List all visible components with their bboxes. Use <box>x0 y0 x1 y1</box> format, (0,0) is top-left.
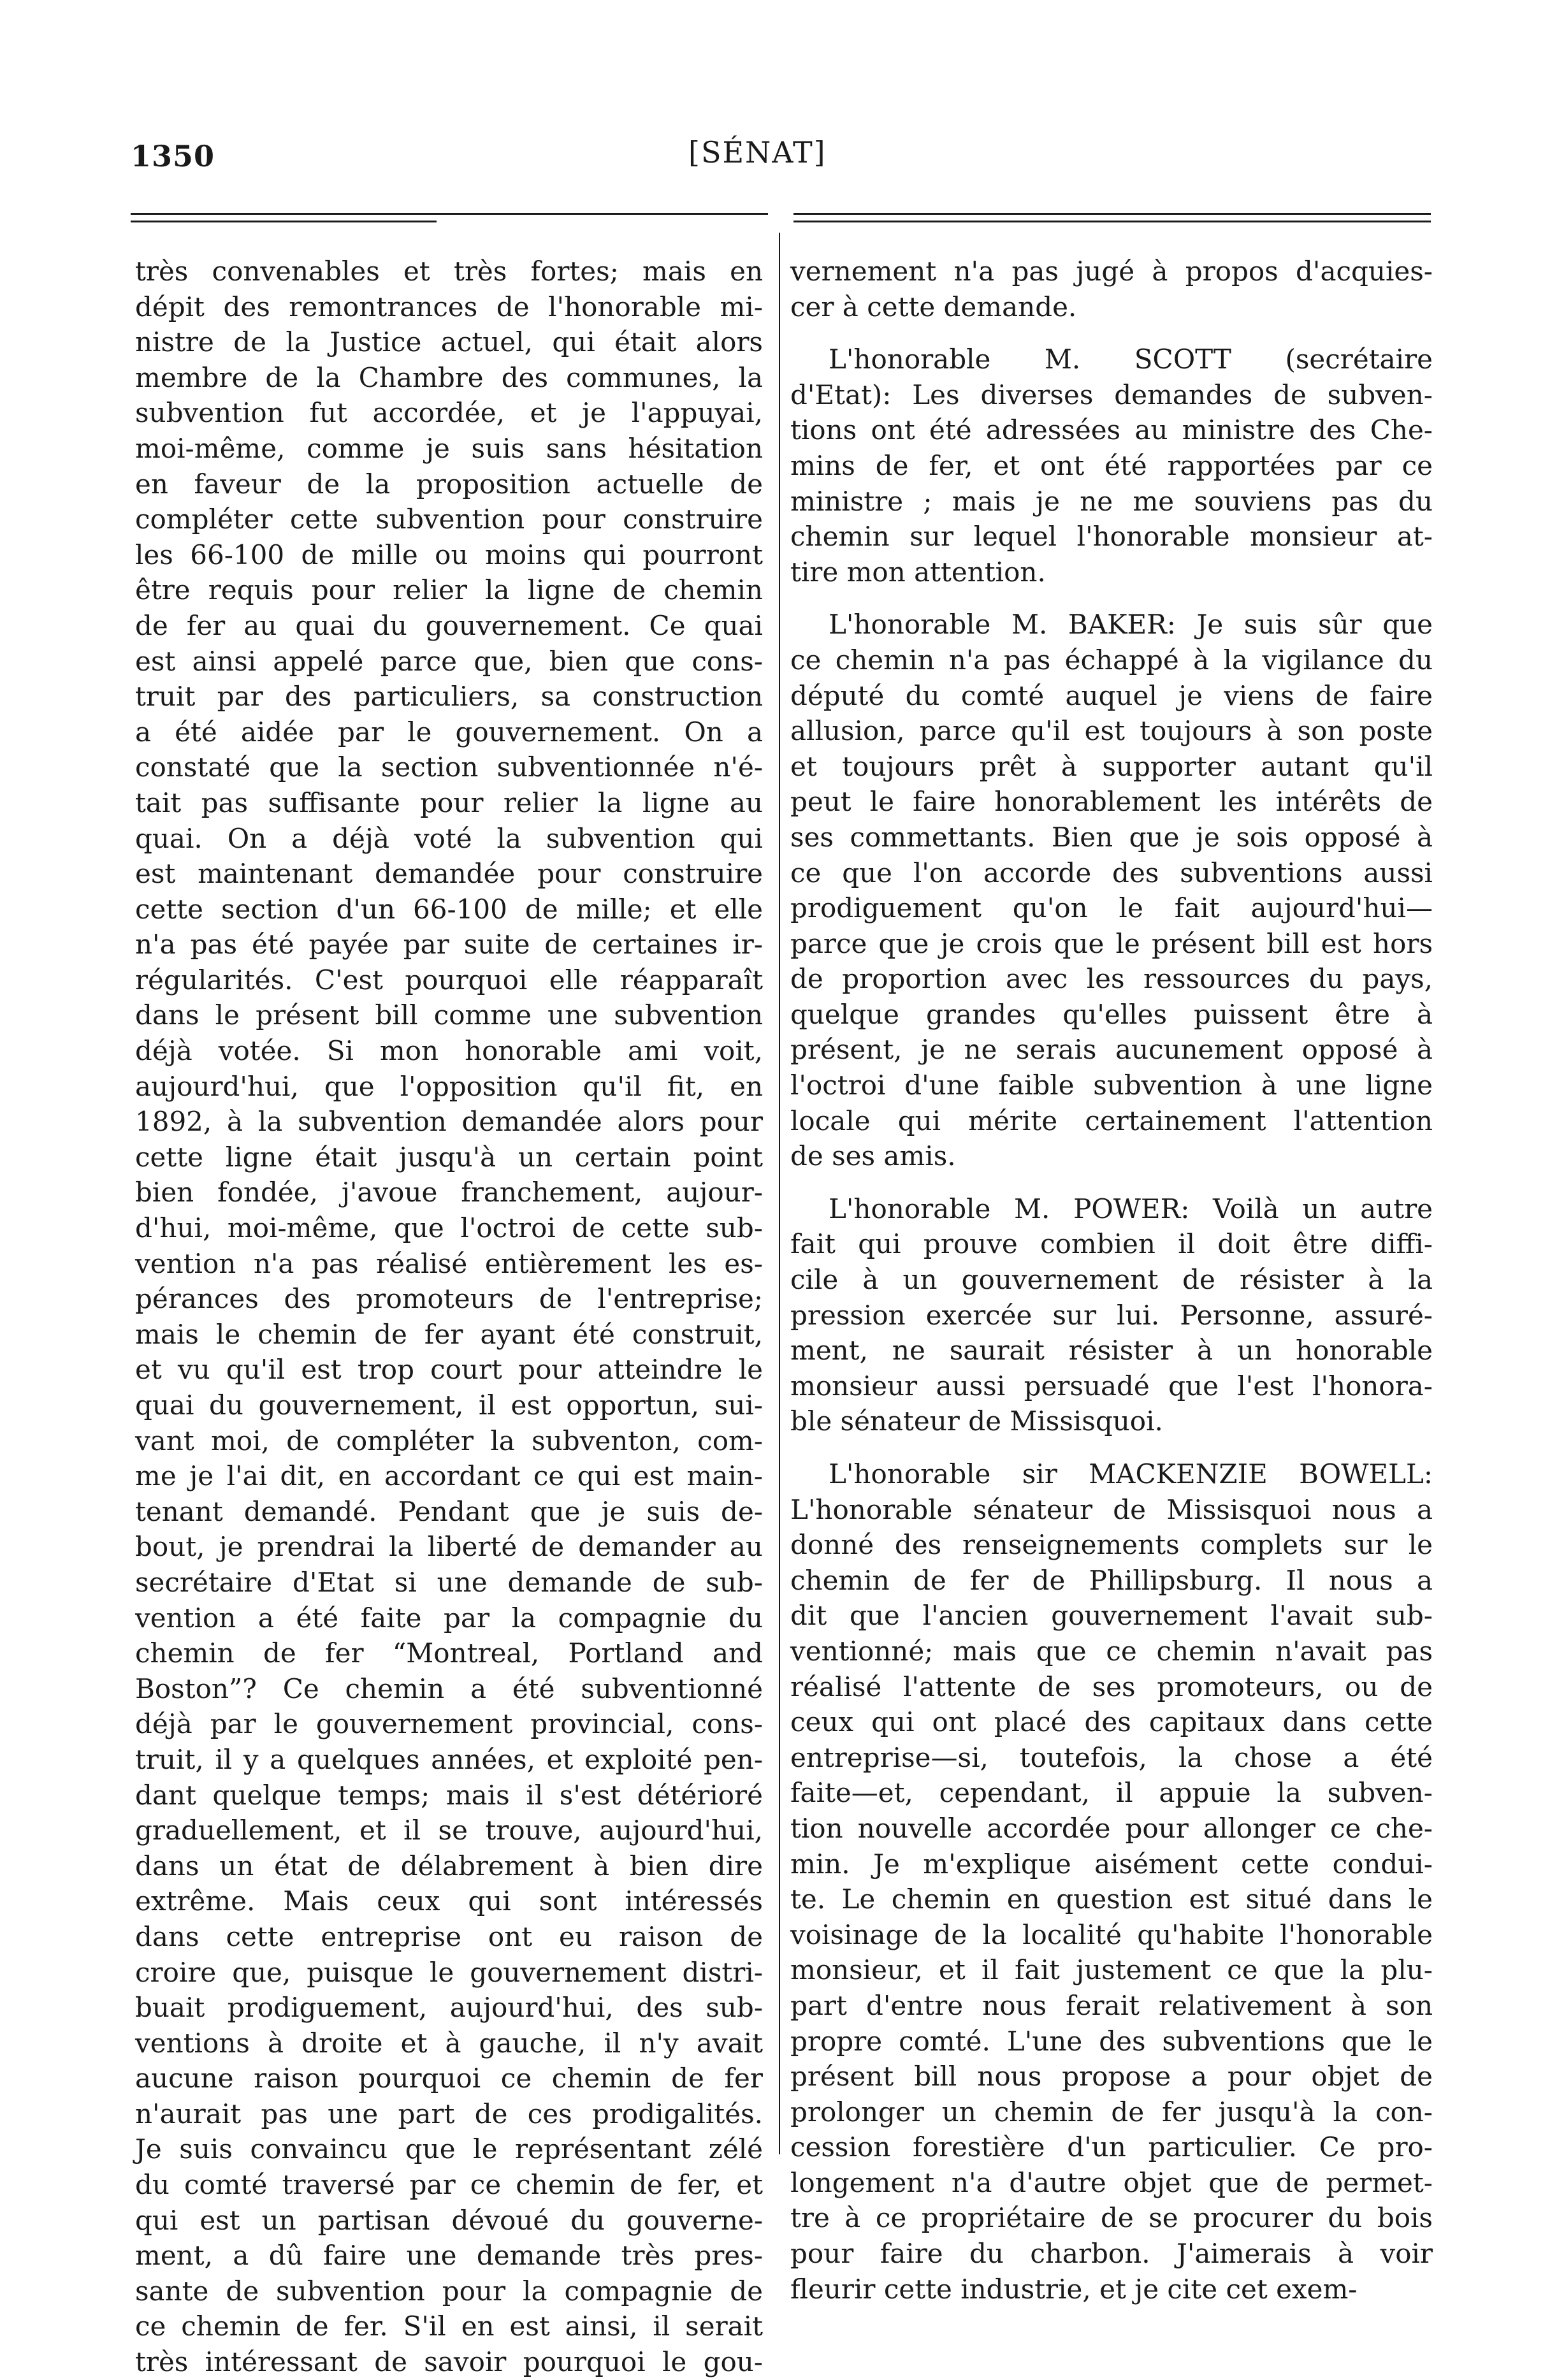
text-line: L'honorable sénateur de Missisquoi nous a <box>790 1493 1433 1525</box>
text-line: truit par des particuliers, sa construction <box>135 681 763 713</box>
text-line: entreprise—si, toutefois, la chose a été <box>790 1741 1433 1773</box>
text-line: ment, ne saurait résister à un honorable <box>790 1335 1433 1367</box>
text-line: est maintenant demandée pour construire <box>135 858 763 890</box>
text-line: mais le chemin de fer ayant été construit, <box>135 1318 763 1350</box>
text-line: L'honorable M. SCOTT (secrétaire <box>829 344 1433 375</box>
text-line: d'hui, moi-même, que l'octroi de cette sub- <box>135 1212 763 1244</box>
text-line: aujourd'hui, que l'opposition qu'il fit, en <box>135 1070 763 1102</box>
text-line: tenant demandé. Pendant que je suis de- <box>135 1495 763 1527</box>
text-line: donné des renseignements complets sur le <box>790 1529 1433 1561</box>
text-line: sante de subvention pour la compagnie de <box>135 2275 763 2307</box>
text-line: du comté traversé par ce chemin de fer, et <box>135 2169 763 2201</box>
text-line: truit, il y a quelques années, et exploité pen- <box>135 1743 763 1775</box>
text-line: dant quelque temps; mais il s'est détérioré <box>135 1779 763 1811</box>
text-line: de ses amis. <box>790 1140 956 1172</box>
text-line: tre à ce propriétaire de se procurer du bois <box>790 2202 1433 2234</box>
left-column <box>135 254 763 2380</box>
text-line: monsieur aussi persuadé que l'est l'honora- <box>790 1370 1433 1402</box>
text-line: vention a été faite par la compagnie du <box>135 1602 763 1634</box>
text-line: fleurir cette industrie, et je cite cet exem- <box>790 2273 1358 2305</box>
text-line: buait prodiguement, aujourd'hui, des sub- <box>135 1992 763 2024</box>
text-line: en faveur de la proposition actuelle de <box>135 468 763 500</box>
text-line: vant moi, de compléter la subventon, com- <box>135 1425 763 1456</box>
text-line: locale qui mérite certainement l'attention <box>790 1105 1433 1136</box>
text-line: compléter cette subvention pour construire <box>135 504 763 535</box>
text-line: tions ont été adressées au ministre des Che- <box>790 414 1433 446</box>
text-line: l'octroi d'une faible subvention à une ligne <box>790 1070 1433 1101</box>
text-line: propre comté. L'une des subventions que le <box>790 2025 1433 2057</box>
text-line: cer à cette demande. <box>790 291 1077 323</box>
text-line: L'honorable M. BAKER: Je suis sûr que <box>829 609 1433 641</box>
header-rule <box>131 213 768 215</box>
text-line: vention n'a pas réalisé entièrement les es- <box>135 1247 763 1279</box>
text-line: ble sénateur de Missisquoi. <box>790 1405 1163 1437</box>
text-line: dit que l'ancien gouvernement l'avait sub- <box>790 1600 1433 1632</box>
text-line: pour faire du charbon. J'aimerais à voir <box>790 2238 1433 2270</box>
text-line: aucune raison pourquoi ce chemin de fer <box>135 2063 763 2094</box>
text-line: Je suis convaincu que le représentant zélé <box>135 2133 763 2165</box>
text-line: pérances des promoteurs de l'entreprise; <box>135 1283 763 1315</box>
text-line: ses commettants. Bien que je sois opposé à <box>790 821 1433 853</box>
running-head: [SÉNAT] <box>688 135 827 170</box>
header-rule <box>793 221 1431 222</box>
paragraph-gap <box>790 590 1433 607</box>
text-line: L'honorable M. POWER: Voilà un autre <box>829 1193 1433 1224</box>
text-line: mins de fer, et ont été rapportées par ce <box>790 449 1433 481</box>
text-line: ceux qui ont placé des capitaux dans cette <box>790 1706 1433 1738</box>
paragraph-gap <box>790 324 1433 342</box>
paragraph-gap <box>790 1439 1433 1456</box>
text-line: part d'entre nous ferait relativement à son <box>790 1989 1433 2021</box>
text-line: ment, a dû faire une demande très pres- <box>135 2240 763 2272</box>
text-line: L'honorable sir MACKENZIE BOWELL: <box>829 1458 1433 1490</box>
text-line: quai. On a déjà voté la subvention qui <box>135 822 763 854</box>
text-line: cession forestière d'un particulier. Ce pro- <box>790 2131 1433 2163</box>
text-line: chemin de fer de Phillipsburg. Il nous a <box>790 1564 1433 1596</box>
text-line: vernement n'a pas jugé à propos d'acquies- <box>790 256 1433 287</box>
text-line: bien fondée, j'avoue franchement, aujour- <box>135 1177 763 1208</box>
text-line: tion nouvelle accordée pour allonger ce che- <box>790 1812 1433 1844</box>
text-line: bout, je prendrai la liberté de demander au <box>135 1531 763 1563</box>
text-line: ce chemin n'a pas échappé à la vigilance du <box>790 644 1433 676</box>
text-line: chemin sur lequel l'honorable monsieur at- <box>790 521 1433 553</box>
text-line: et vu qu'il est trop court pour atteindre le <box>135 1354 763 1386</box>
text-line: monsieur, et il fait justement ce que la plu- <box>790 1954 1433 1986</box>
text-line: voisinage de la localité qu'habite l'honorable <box>790 1919 1433 1950</box>
text-line: secrétaire d'Etat si une demande de sub- <box>135 1566 763 1598</box>
text-line: réalisé l'attente de ses promoteurs, ou de <box>790 1671 1433 1702</box>
text-line: min. Je m'explique aisément cette condui- <box>790 1848 1433 1880</box>
text-line: quelque grandes qu'elles puissent être à <box>790 998 1433 1030</box>
text-line: de proportion avec les ressources du pays, <box>790 963 1433 995</box>
text-line: de fer au quai du gouvernement. Ce quai <box>135 609 763 641</box>
text-line: cile à un gouvernement de résister à la <box>790 1264 1433 1296</box>
text-line: moi-même, comme je suis sans hésitation <box>135 432 763 464</box>
text-line: député du comté auquel je viens de faire <box>790 679 1433 711</box>
text-line: cette section d'un 66-100 de mille; et elle <box>135 893 763 925</box>
text-line: être requis pour relier la ligne de chemin <box>135 574 763 606</box>
text-line: membre de la Chambre des communes, la <box>135 361 763 393</box>
paragraph-gap <box>790 1174 1433 1191</box>
text-line: dans cette entreprise ont eu raison de <box>135 1920 763 1952</box>
text-line: Boston”? Ce chemin a été subventionné <box>135 1673 763 1704</box>
text-line: graduellement, et il se trouve, aujourd'hui, <box>135 1815 763 1847</box>
text-line: prodiguement qu'on le fait aujourd'hui— <box>790 892 1433 924</box>
column-divider <box>779 233 780 2154</box>
text-line: chemin de fer “Montreal, Portland and <box>135 1637 763 1669</box>
text-line: a été aidée par le gouvernement. On a <box>135 716 763 748</box>
text-line: qui est un partisan dévoué du gouverne- <box>135 2204 763 2236</box>
text-line: tire mon attention. <box>790 556 1046 588</box>
text-line: ce que l'on accorde des subventions aussi <box>790 857 1433 889</box>
text-line: et toujours prêt à supporter autant qu'il <box>790 750 1433 782</box>
text-line: pression exercée sur lui. Personne, assuré- <box>790 1299 1433 1331</box>
text-line: croire que, puisque le gouvernement distri- <box>135 1956 763 1988</box>
header-rule <box>793 213 1431 215</box>
text-line: très intéressant de savoir pourquoi le gou- <box>135 2346 763 2378</box>
text-line: déjà votée. Si mon honorable ami voit, <box>135 1035 763 1067</box>
text-line: 1892, à la subvention demandée alors pour <box>135 1106 763 1138</box>
text-line: très convenables et très fortes; mais en <box>135 256 763 287</box>
text-line: prolonger un chemin de fer jusqu'à la con- <box>790 2096 1433 2128</box>
text-line: constaté que la section subventionnée n'é- <box>135 751 763 783</box>
text-line: allusion, parce qu'il est toujours à son poste <box>790 715 1433 747</box>
text-line: n'aurait pas une part de ces prodigalités. <box>135 2098 763 2130</box>
text-line: nistre de la Justice actuel, qui était alors <box>135 326 763 358</box>
text-line: présent, je ne serais aucunement opposé à <box>790 1034 1433 1066</box>
text-line: peut le faire honorablement les intérêts de <box>790 786 1433 818</box>
text-line: présent bill nous propose a pour objet de <box>790 2061 1433 2093</box>
right-column <box>790 254 1433 2307</box>
text-line: dans un état de délabrement à bien dire <box>135 1850 763 1882</box>
text-line: dépit des remontrances de l'honorable mi- <box>135 291 763 323</box>
text-line: régularités. C'est pourquoi elle réapparaît <box>135 964 763 996</box>
text-line: te. Le chemin en question est situé dans le <box>790 1883 1433 1915</box>
text-line: cette ligne était jusqu'à un certain point <box>135 1141 763 1173</box>
text-line: quai du gouvernement, il est opportun, sui- <box>135 1390 763 1421</box>
text-line: ventions à droite et à gauche, il n'y avait <box>135 2027 763 2059</box>
text-line: d'Etat): Les diverses demandes de subven- <box>790 379 1433 410</box>
text-line: longement n'a d'autre objet que de permet- <box>790 2166 1433 2198</box>
text-line: me je l'ai dit, en accordant ce qui est main- <box>135 1460 763 1492</box>
text-line: dans le présent bill comme une subvention <box>135 999 763 1031</box>
text-line: subvention fut accordée, et je l'appuyai, <box>135 397 763 429</box>
text-line: déjà par le gouvernement provincial, cons- <box>135 1708 763 1740</box>
text-line: ventionné; mais que ce chemin n'avait pas <box>790 1635 1433 1667</box>
text-line: extrême. Mais ceux qui sont intéressés <box>135 1885 763 1917</box>
text-line: les 66-100 de mille ou moins qui pourront <box>135 539 763 570</box>
text-line: faite—et, cependant, il appuie la subven- <box>790 1777 1433 1809</box>
text-line: ce chemin de fer. S'il en est ainsi, il serait <box>135 2311 763 2342</box>
header-rule <box>131 221 437 222</box>
text-line: parce que je crois que le présent bill est hors <box>790 927 1433 959</box>
text-line: tait pas suffisante pour relier la ligne au <box>135 787 763 818</box>
text-line: fait qui prouve combien il doit être diffi- <box>790 1228 1433 1260</box>
page-number: 1350 <box>131 139 215 173</box>
text-line: ministre ; mais je ne me souviens pas du <box>790 485 1433 517</box>
text-line: n'a pas été payée par suite de certaines ir- <box>135 929 763 961</box>
text-line: est ainsi appelé parce que, bien que cons- <box>135 645 763 677</box>
